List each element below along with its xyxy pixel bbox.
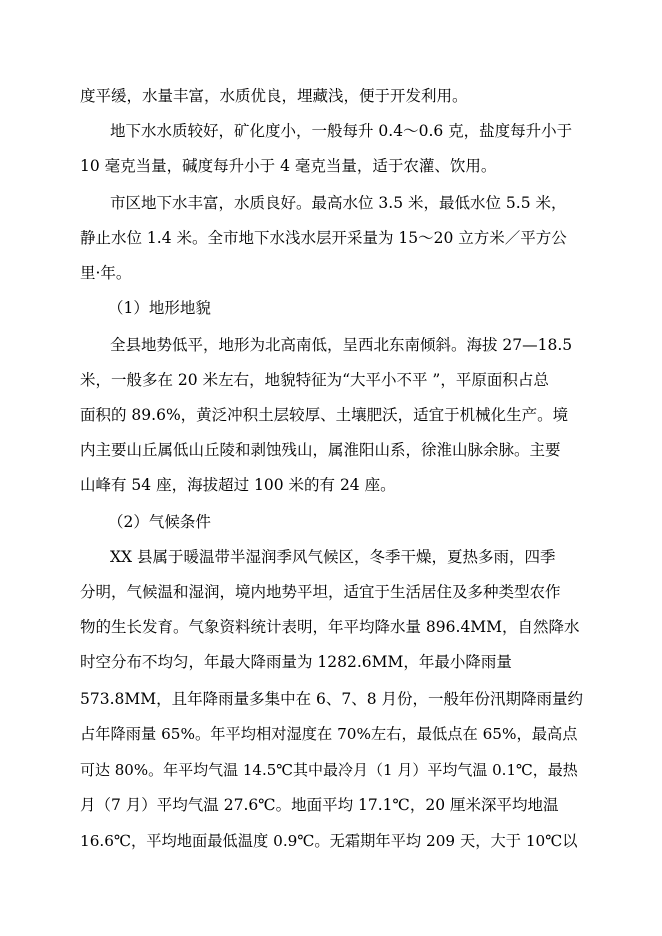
paragraph-line: 山峰有 54 座，海拔超过 100 米的有 24 座。: [80, 476, 396, 494]
paragraph-line: 时空分布不均匀，年最大降雨量为 1282.6MM，年最小降雨量: [80, 653, 512, 671]
paragraph-line: 16.6℃，平均地面最低温度 0.9℃。无霜期年平均 209 天，大于 10℃以: [80, 832, 578, 850]
paragraph-line: 静止水位 1.4 米。全市地下水浅水层开采量为 15～20 立方米／平方公: [80, 229, 567, 247]
paragraph-line: 占年降雨量 65%。年平均相对湿度在 70%左右，最低点在 65%，最高点: [80, 725, 578, 743]
paragraph-line: 分明，气候温和湿润，境内地势平坦，适宜于生活居住及多种类型农作: [80, 583, 561, 601]
paragraph-line: 全县地势低平，地形为北高南低，呈西北东南倾斜。海拔 27—18.5: [110, 336, 573, 354]
section-heading-climate: （2）气候条件: [108, 513, 211, 531]
paragraph-line: 米，一般多在 20 米左右，地貌特征为“大平小不平 ”，平原面积占总: [80, 371, 549, 389]
paragraph-line: 可达 80%。年平均气温 14.5℃其中最冷月（1 月）平均气温 0.1℃，最热: [80, 761, 578, 779]
paragraph-line: 物的生长发育。气象资料统计表明，年平均降水量 896.4MM，自然降水: [80, 618, 580, 636]
paragraph-line: 度平缓，水量丰富，水质优良，埋藏浅，便于开发利用。: [80, 87, 468, 105]
paragraph-line: 573.8MM，且年降雨量多集中在 6、7、8 月份，一般年份汛期降雨量约: [80, 690, 584, 708]
paragraph-line: 月（7 月）平均气温 27.6℃。地面平均 17.1℃，20 厘米深平均地温: [80, 796, 559, 814]
section-heading-terrain: （1）地形地貌: [108, 299, 211, 317]
paragraph-line: 内主要山丘属低山丘陵和剥蚀残山，属淮阳山系，徐淮山脉余脉。主要: [80, 441, 561, 459]
paragraph-line: 市区地下水丰富，水质良好。最高水位 3.5 米，最低水位 5.5 米，: [110, 194, 567, 212]
paragraph-line: XX 县属于暖温带半湿润季风气候区，冬季干燥，夏热多雨，四季: [110, 548, 556, 566]
paragraph-line: 里·年。: [80, 264, 132, 282]
paragraph-line: 10 毫克当量，碱度每升小于 4 毫克当量，适于农灌、饮用。: [80, 157, 497, 175]
paragraph-line: 地下水水质较好，矿化度小，一般每升 0.4～0.6 克，盐度每升小于: [110, 122, 573, 140]
paragraph-line: 面积的 89.6%，黄泛冲积土层较厚、土壤肥沃，适宜于机械化生产。境: [80, 406, 569, 424]
